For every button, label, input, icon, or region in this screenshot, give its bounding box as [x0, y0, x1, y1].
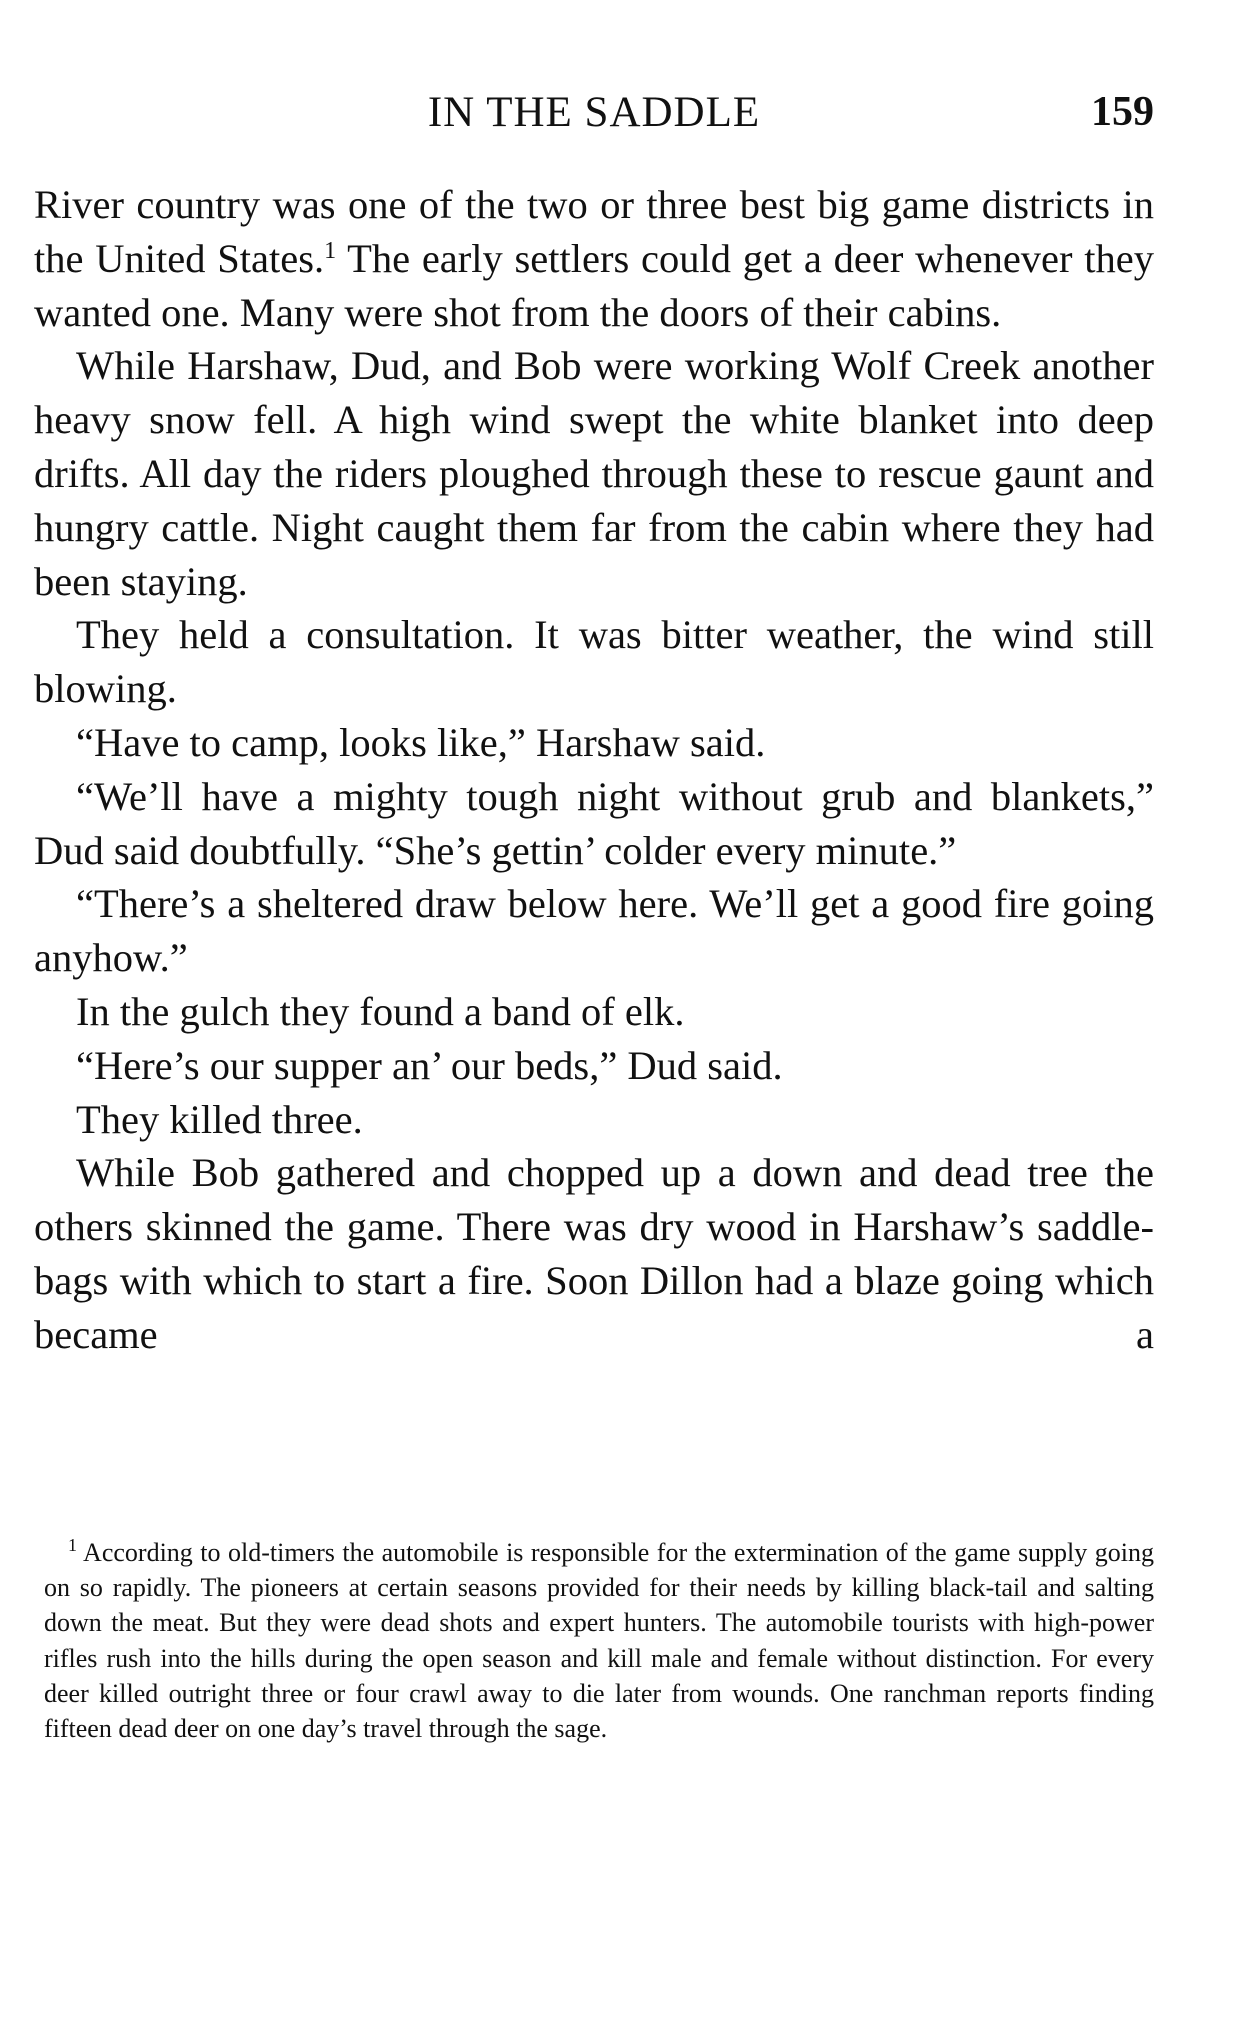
paragraph: “There’s a sheltered draw below here. We’ll get a good fire going anyhow.”	[34, 881, 1154, 981]
paragraph: In the gulch they found a band of elk.	[76, 988, 685, 1034]
paragraph-continued	[34, 178, 1154, 339]
paragraph: While Harshaw, Dud, and Bob were working Wolf Creek another heavy snow fell. A high wind swept the white blanket into deep drifts. All day the riders ploughed through these to rescue gaunt and hungry cattle. Night caught them far from the cabin where they had been staying.	[34, 343, 1154, 604]
page-number: 159	[1091, 89, 1154, 135]
paragraph: They killed three.	[76, 1096, 363, 1142]
footnote-text: According to old-timers the automobile is responsible for the extermination of the game supply going on so rapidly. The pioneers at certain seasons provided for their needs by killing black-tail and salting down the meat. But they were dead shots and expert hunters. The automobile tourists with high-power rifles rush into the hills during the open season and kill male and female without distinction. For every deer killed outright three or four crawl away to die later from wounds. One ranchman reports finding fifteen dead deer on one day’s travel through the sage.	[44, 1538, 1154, 1744]
paragraph: They held a consultation. It was bitter weather, the wind still blowing.	[34, 612, 1154, 712]
footnote	[44, 1535, 1154, 1746]
paragraph-text: The early settlers could get a deer whenever they wanted one. Many were shot from the doors of their cabins.	[34, 235, 1154, 335]
paragraph: “We’ll have a mighty tough night without grub and blankets,” Dud said doubtfully. “She’s gettin’ colder every minute.”	[34, 773, 1154, 873]
paragraph: “Here’s our supper an’ our beds,” Dud said.	[76, 1042, 783, 1088]
paragraph: While Bob gathered and chopped up a down and dead tree the others skinned the game. There was dry wood in Harshaw’s saddle-bags with which to start a fire. Soon Dillon had a blaze going which became a	[34, 1150, 1154, 1357]
body-text	[34, 178, 1154, 1362]
paragraph-text: River country was one of the two or three best big game districts in the United States.	[34, 182, 1154, 281]
footnote-reference: 1	[324, 237, 337, 264]
paragraph: “Have to camp, looks like,” Harshaw said.	[76, 719, 766, 765]
running-title: IN THE SADDLE	[427, 89, 761, 136]
footnote-marker: 1	[68, 1535, 77, 1555]
running-head	[34, 88, 1154, 144]
book-page	[34, 0, 1154, 2040]
